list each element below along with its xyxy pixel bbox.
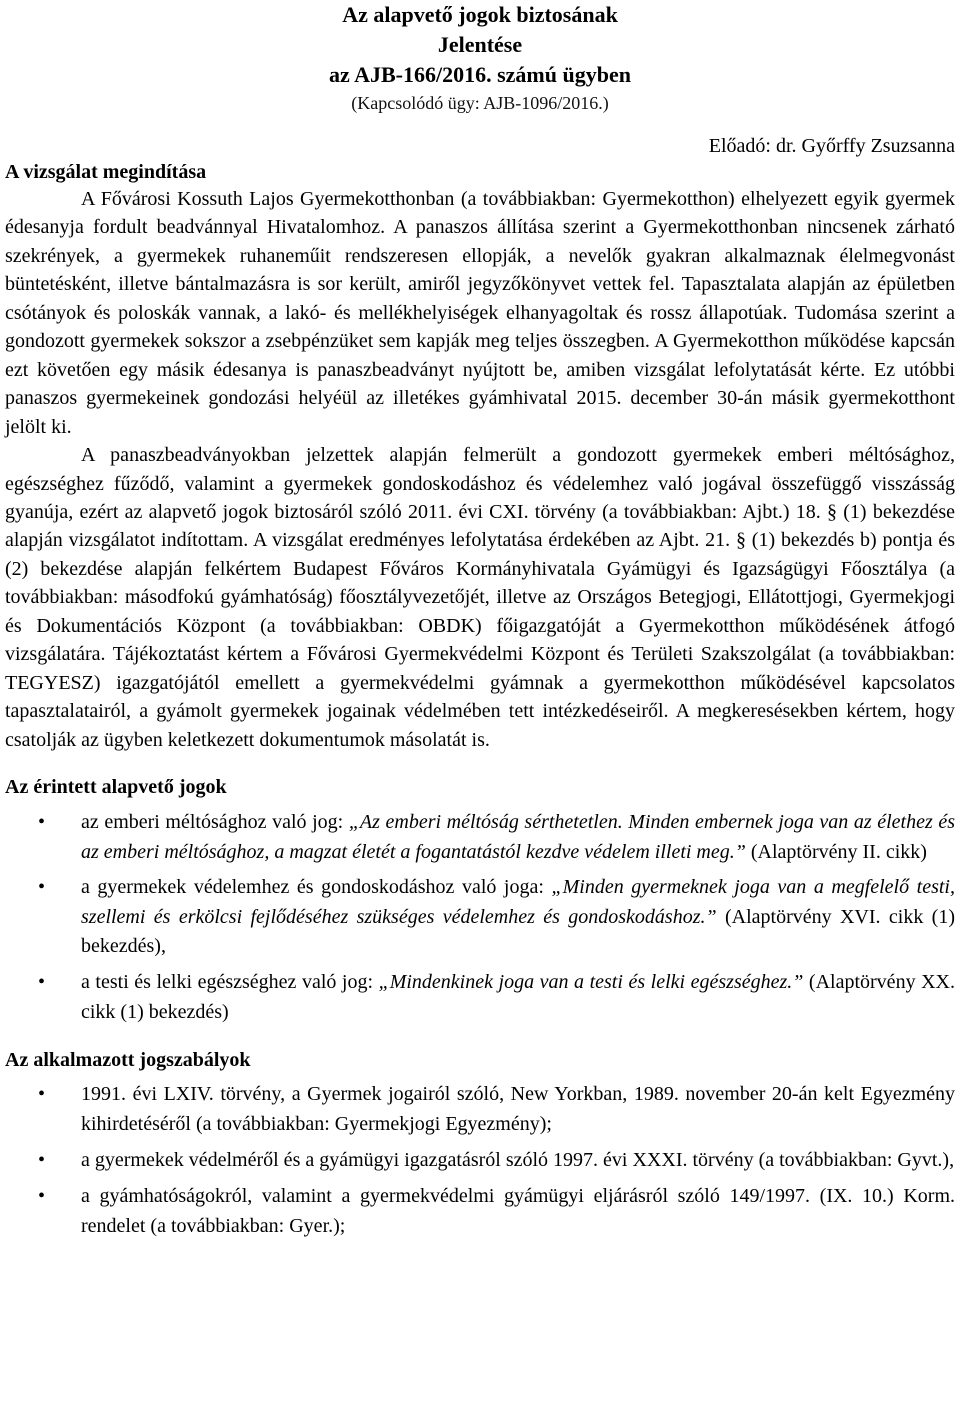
list-item bbox=[5, 1145, 955, 1175]
bullet-icon: • bbox=[38, 1149, 46, 1172]
paragraph-complaint-part-2: A panaszos állítása szerint a Gyermekotthonban nincsenek zárható szekrények, a gyermekek ruhaneműit rendszeresen ellopják, a nevelők gyakran alkalmaznak élelmegvonást büntetésként, illetve bántalmazásra is sor került, amiről jegyzőkönyvet vettek fel. bbox=[5, 216, 955, 296]
law-text: a gyermekek védelméről és a gyámügyi igazgatásról szóló 1997. évi XXXI. törvény (a továbbiakban: Gyvt.), bbox=[81, 1149, 955, 1172]
bullet-icon: • bbox=[38, 1083, 46, 1106]
right-intro: az emberi méltósághoz való jog: bbox=[81, 811, 349, 834]
bullet-icon: • bbox=[38, 1185, 46, 1208]
title-line-2: Jelentése bbox=[437, 32, 523, 57]
law-text: 1991. évi LXIV. törvény, a Gyermek jogairól szóló, New Yorkban, 1989. november 20-án kelt Egyezmény kihirdetéséről (a továbbiakban: Gyermekjogi Egyezmény); bbox=[81, 1083, 955, 1136]
rights-list bbox=[5, 808, 955, 1027]
list-item bbox=[5, 1079, 955, 1139]
law-text: a gyámhatóságokról, valamint a gyermekvédelmi gyámügyi eljárásról szóló 149/1997. (IX. 10.) Korm. rendelet (a továbbiakban: Gyer.); bbox=[81, 1185, 955, 1238]
right-quote: „Az emberi méltóság sérthetetlen. Minden embernek joga van az élethez és az emberi méltósághoz, a magzat életét a fogantatástól kezdve védelem illeti meg.” bbox=[81, 811, 955, 863]
right-source: (Alaptörvény II. cikk) bbox=[745, 840, 927, 863]
bullet-icon: • bbox=[38, 811, 46, 834]
list-item bbox=[5, 1181, 955, 1241]
paragraph-complaint bbox=[5, 185, 955, 441]
title-line-1: Az alapvető jogok biztosának bbox=[342, 2, 618, 27]
list-item bbox=[5, 968, 955, 1027]
document-page bbox=[5, 0, 955, 1247]
right-intro: a gyermekek védelemhez és gondoskodáshoz való joga: bbox=[81, 876, 552, 899]
list-item bbox=[5, 873, 955, 962]
paragraph-investigation: A panaszbeadványokban jelzettek alapján felmerült a gondozott gyermekek emberi méltósághoz, egészséghez fűződő, valamint a gyermekek gondoskodáshoz és védelemhez való jogával összefüggő visszásság gyanúja, ezért az alapvető jogok biztosáról szóló 2011. évi CXI. törvény (a továbbiakban: Ajbt.) 18. § (1) bekezdése alapján vizsgálatot indítottam. A vizsgálat eredményes lefolytatása érdekében az Ajbt. 21. § (1) bekezdés b) pontja és (2) bekezdése alapján felkértem Budapest Főváros Kormányhivatala Gyámügyi és Igazságügyi Főosztálya (a továbbiakban: másodfokú gyámhatóság) főosztályvezetőjét, illetve az Országos Betegjogi, Ellátottjogi, Gyermekjogi és Dokumentációs Központ (a továbbiakban: OBDK) főigazgatóját a Gyermekotthon működésének átfogó vizsgálatára. Tájékoztatást kértem a Fővárosi Gyermekvédelmi Központ és Területi Szakszolgálat (a továbbiakban: TEGYESZ) igazgatójától emellett a gyermekvédelmi gyámnak a gyermekotthon működésével kapcsolatos tapasztalatairól, a gyámolt gyermekek jogainak védelmében tett intézkedéseiről. A megkeresésekben kértem, hogy csatolják az ügyben keletkezett dokumentumok másolatát is. bbox=[5, 444, 955, 751]
right-source: (Alaptörvény XX. cikk (1) bekezdés) bbox=[81, 971, 955, 1023]
bullet-icon: • bbox=[38, 876, 46, 899]
related-case: (Kapcsolódó ügy: AJB-1096/2016.) bbox=[351, 93, 609, 113]
bullet-icon: • bbox=[38, 971, 46, 994]
right-quote: „Mindenkinek joga van a testi és lelki egészséghez.” bbox=[378, 971, 804, 994]
section-title-laws: Az alkalmazott jogszabályok bbox=[5, 1049, 251, 1072]
paragraph-complaint-part-3: Tapasztalata alapján az épületben csótányok és poloskák vannak, a lakó- és mellékhelyiségek elhanyagoltak és rossz állapotúak. Tudomása szerint a gondozott gyermekek sokszor a zsebpénzüket sem kapják meg teljes összegben. bbox=[5, 273, 955, 353]
case-number: az AJB-166/2016. számú ügyben bbox=[329, 62, 631, 87]
right-source: (Alaptörvény XVI. cikk (1) bekezdés), bbox=[81, 905, 955, 958]
right-intro: a testi és lelki egészséghez való jog: bbox=[81, 971, 379, 994]
paragraph-complaint-part-4: A Gyermekotthon működése kapcsán ezt követően egy másik édesanya is panaszbeadványt nyújtott be, amiben vizsgálat lefolytatását kérte. Ez utóbbi panaszos gyermekeinek gondozási helyéül az illetékes gyámhivatal 2015. december 30-án másik gyermekotthont jelölt ki. bbox=[5, 330, 955, 438]
rapporteur: Előadó: dr. Győrffy Zsuzsanna bbox=[708, 135, 955, 157]
list-item bbox=[5, 808, 955, 867]
section-title-rights: Az érintett alapvető jogok bbox=[5, 776, 227, 799]
paragraph-complaint-part-1: A Fővárosi Kossuth Lajos Gyermekotthonban (a továbbiakban: Gyermekotthon) elhelyezett egyik gyermek édesanyja fordult beadvánnyal Hivatalomhoz. bbox=[5, 188, 955, 239]
laws-list bbox=[5, 1079, 955, 1241]
section-title-investigation: A vizsgálat megindítása bbox=[5, 161, 207, 183]
right-quote: „Minden gyermeknek joga van a megfelelő testi, szellemi és erkölcsi fejlődéséhez szükséges védelemhez és gondoskodáshoz.” bbox=[81, 876, 955, 928]
